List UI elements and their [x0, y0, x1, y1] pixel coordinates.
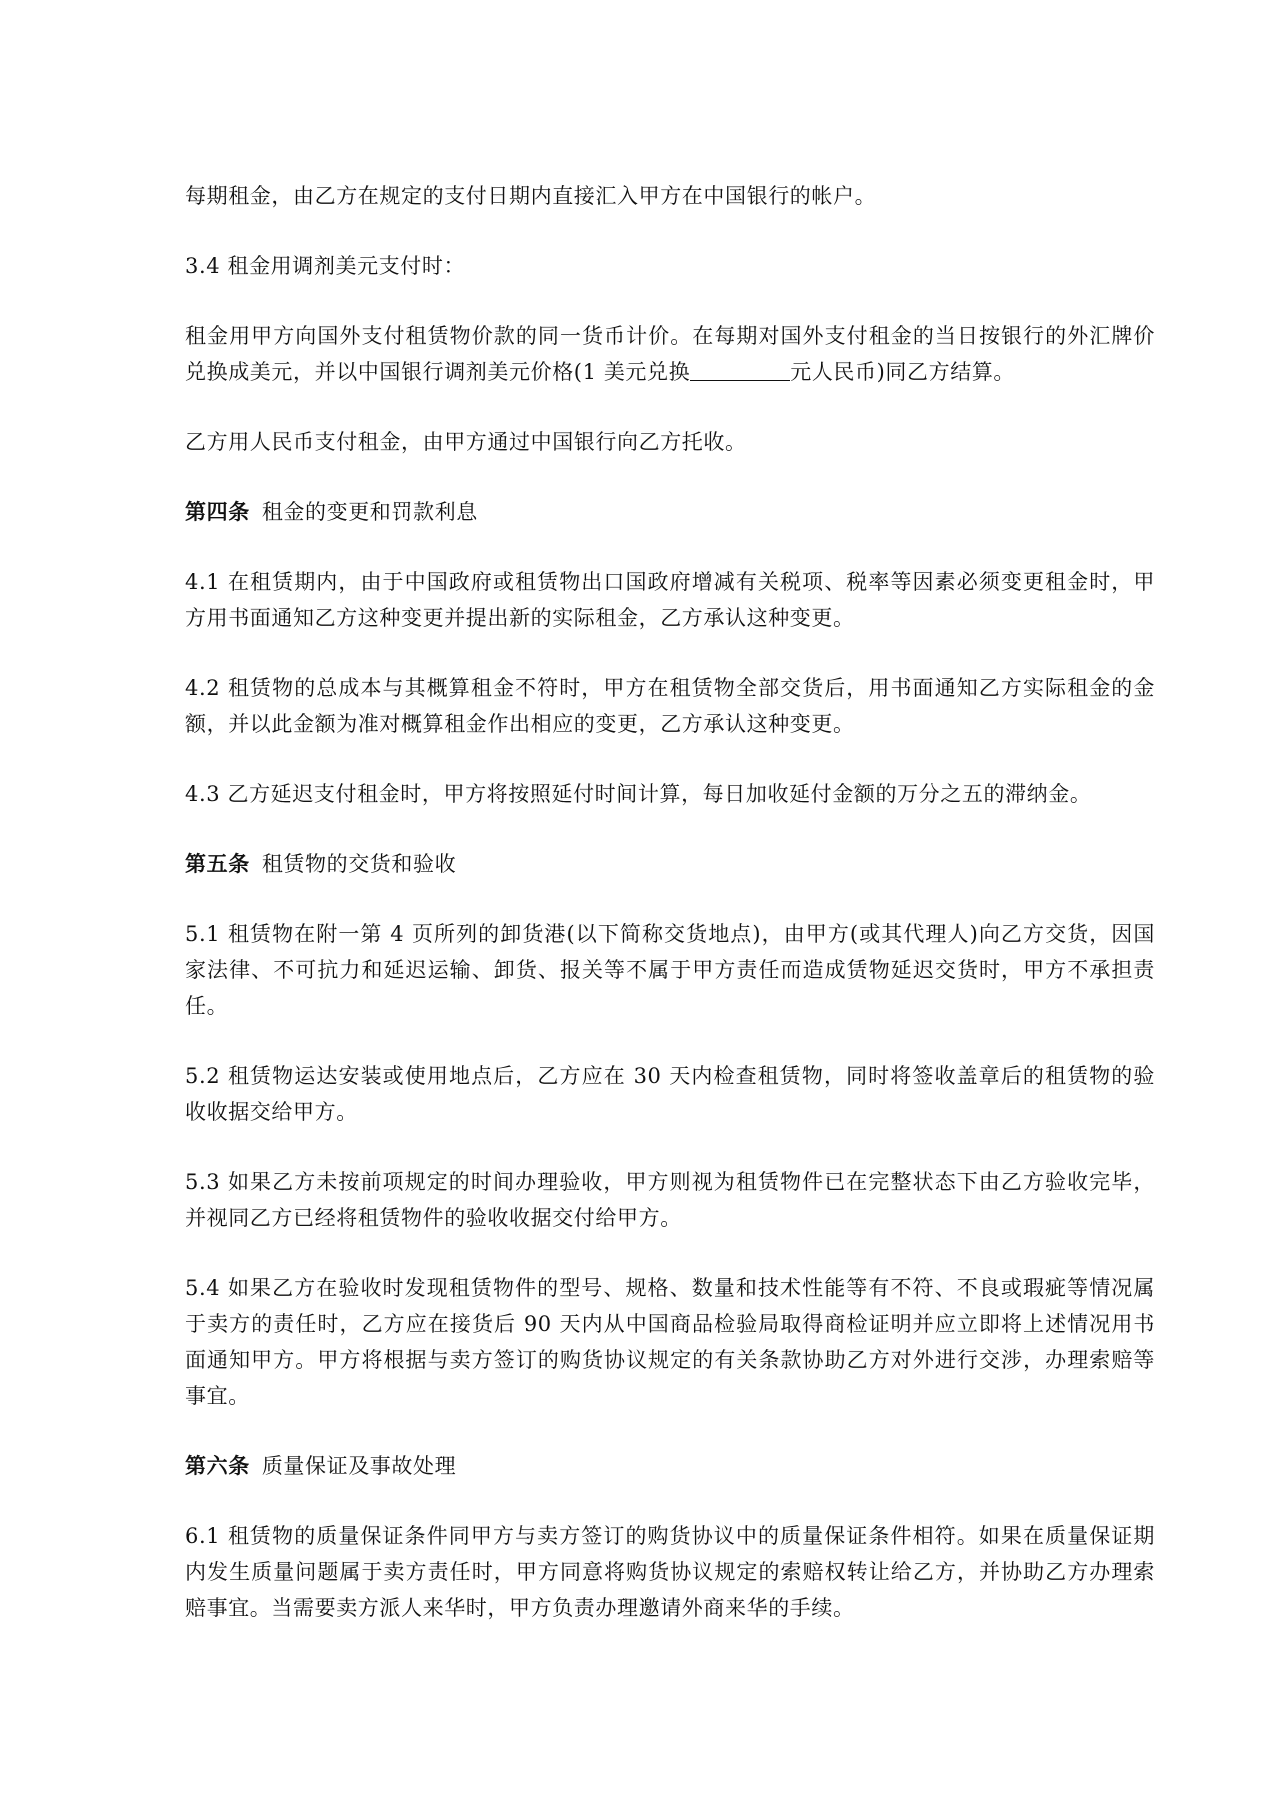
- section-6-number: 第六条: [185, 1453, 250, 1478]
- section-4-number: 第四条: [185, 499, 250, 524]
- paragraph-5-4: 5.4 如果乙方在验收时发现租赁物件的型号、规格、数量和技术性能等有不符、不良或瑕疵等情况属于卖方的责任时，乙方应在接货后 90 天内从中国商品检验局取得商检证明并应立即将上述情况用书面通知甲方。甲方将根据与卖方签订的购货协议规定的有关条款协助乙方对外进行交涉，办理索赔等事宜。: [185, 1276, 1155, 1408]
- paragraph-currency-part2: 元人民币)同乙方结算。: [790, 360, 1016, 384]
- section-5-number: 第五条: [185, 851, 250, 876]
- paragraph-rmb-payment: 乙方用人民币支付租金，由甲方通过中国银行向乙方托收。: [185, 430, 747, 454]
- section-heading-6: [185, 1448, 1155, 1484]
- paragraph-5-2: 5.2 租赁物运达安装或使用地点后，乙方应在 30 天内检查租赁物，同时将签收盖章后的租赁物的验收收据交给甲方。: [185, 1064, 1155, 1124]
- section-4-title: 租金的变更和罚款利息: [261, 500, 478, 524]
- paragraph-currency: [185, 318, 1155, 390]
- section-heading-4: [185, 494, 1155, 530]
- paragraph-5-3: 5.3 如果乙方未按前项规定的时间办理验收，甲方则视为租赁物件已在完整状态下由乙方验收完毕，并视同乙方已经将租赁物件的验收收据交付给甲方。: [185, 1170, 1155, 1230]
- exchange-rate-blank: [690, 360, 790, 381]
- document-page: [185, 178, 1155, 1626]
- paragraph-5-1: 5.1 租赁物在附一第 4 页所列的卸货港(以下简称交货地点)，由甲方(或其代理人)向乙方交货，因国家法律、不可抗力和延迟运输、卸货、报关等不属于甲方责任而造成赁物延迟交货时，甲方不承担责任。: [185, 922, 1155, 1018]
- paragraph-3-4: 3.4 租金用调剂美元支付时：: [185, 254, 466, 278]
- paragraph-4-3: 4.3 乙方延迟支付租金时，甲方将按照延付时间计算，每日加收延付金额的万分之五的滞纳金。: [185, 782, 1092, 806]
- paragraph-currency-part1: 租金用甲方向国外支付租赁物价款的同一货币计价。在每期对国外支付租金的当日按银行的外汇牌价兑换成美元，并以中国银行调剂美元价格(1 美元兑换: [185, 324, 1155, 384]
- section-heading-5: [185, 846, 1155, 882]
- paragraph-rent-payment: 每期租金，由乙方在规定的支付日期内直接汇入甲方在中国银行的帐户。: [185, 184, 877, 208]
- paragraph-4-1: 4.1 在租赁期内，由于中国政府或租赁物出口国政府增减有关税项、税率等因素必须变更租金时，甲方用书面通知乙方这种变更并提出新的实际租金，乙方承认这种变更。: [185, 570, 1155, 630]
- paragraph-6-1: 6.1 租赁物的质量保证条件同甲方与卖方签订的购货协议中的质量保证条件相符。如果在质量保证期内发生质量问题属于卖方责任时，甲方同意将购货协议规定的索赔权转让给乙方，并协助乙方办理索赔事宜。当需要卖方派人来华时，甲方负责办理邀请外商来华的手续。: [185, 1524, 1155, 1620]
- section-5-title: 租赁物的交货和验收: [261, 852, 457, 876]
- section-6-title: 质量保证及事故处理: [261, 1454, 457, 1478]
- paragraph-4-2: 4.2 租赁物的总成本与其概算租金不符时，甲方在租赁物全部交货后，用书面通知乙方实际租金的金额，并以此金额为准对概算租金作出相应的变更，乙方承认这种变更。: [185, 676, 1155, 736]
